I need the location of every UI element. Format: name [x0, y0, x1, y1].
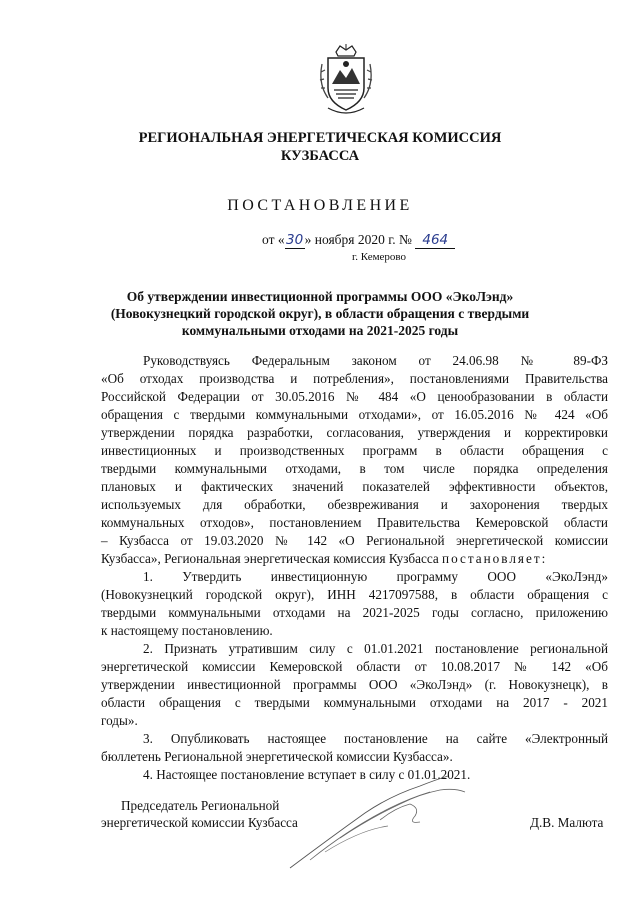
document-type-heading: ПОСТАНОВЛЕНИЕ: [227, 197, 413, 214]
body-line: 2. Признать утратившим силу с 01.01.2021 постановление региональной: [143, 641, 608, 656]
body-line: области обращения с твердыми коммунальными отходами на 2017 - 2021: [101, 695, 608, 710]
date-prefix: от «: [262, 232, 285, 247]
body-line: – Кузбасса от 19.03.2020 № 142 «О Региональной энергетической комиссии: [101, 533, 608, 548]
resolves-word: постановляет:: [442, 551, 548, 566]
body-line: 3. Опубликовать настоящее постановление на сайте «Электронный: [143, 731, 608, 746]
document-title-line: коммунальными отходами на 2021-2025 годы: [181, 323, 459, 338]
handwritten-number: 464: [415, 232, 455, 249]
handwritten-signature-icon: [270, 768, 470, 878]
signatory-position: энергетической комиссии Кузбасса: [101, 815, 298, 830]
body-line: годы».: [101, 713, 138, 728]
body-line: (Новокузнецкий городской округ), ИНН 4217097588, в области обращения с: [101, 587, 608, 602]
body-line: Российской Федерации от 30.05.2016 № 484 «О ценообразовании в области: [101, 389, 608, 404]
body-line: обращения с твердыми коммунальными отходами», от 16.05.2016 № 424 «Об: [101, 407, 608, 422]
body-line: бюллетень Региональной энергетической комиссии Кузбасса».: [101, 749, 453, 764]
body-line: твердыми коммунальными отходами на 2021-2025 годы согласно, приложению: [101, 605, 608, 620]
signatory-position: Председатель Региональной: [121, 798, 280, 813]
city: г. Кемерово: [352, 251, 407, 263]
body-line: 4. Настоящее постановление вступает в силу с 01.01.2021.: [143, 767, 471, 782]
body-line: «Об отходах производства и потребления», постановлениями Правительства: [101, 371, 608, 386]
body-line: к настоящему постановлению.: [101, 623, 273, 638]
handwritten-day: 30: [286, 232, 304, 248]
date-middle: » ноября 2020 г. №: [304, 232, 412, 247]
body-line: инвестиционных и производственных программ в области обращения с: [101, 443, 608, 458]
document-date-number: [262, 232, 455, 249]
organization-region: КУЗБАССА: [280, 148, 360, 164]
body-line: твердыми коммунальными отходами, в том числе порядка определения: [101, 461, 608, 476]
body-line: утверждении порядка разработки, согласования, утверждения и корректировки: [101, 425, 608, 440]
body-line-text: Кузбасса», Региональная энергетическая комиссия Кузбасса: [101, 551, 439, 566]
document-title-line: (Новокузнецкий городской округ), в области обращения с твердыми: [110, 306, 530, 321]
coat-of-arms-icon: [318, 44, 374, 118]
body-line: используемых для обработки, обезвреживания и захоронения твердых: [101, 497, 608, 512]
body-line: энергетической комиссии Кемеровской области от 10.08.2017 № 142 «Об: [101, 659, 608, 674]
signatory-name: Д.В. Малюта: [530, 815, 604, 830]
body-line: коммунальных отходов», постановлением Правительства Кемеровской области: [101, 515, 608, 530]
document-title-line: Об утверждении инвестиционной программы ООО «ЭкоЛэнд»: [126, 289, 514, 304]
body-line: 1. Утвердить инвестиционную программу ООО «ЭкоЛэнд»: [143, 569, 608, 584]
body-line: [101, 550, 608, 567]
body-line: Руководствуясь Федеральным законом от 24.06.98 № 89-ФЗ: [143, 353, 608, 368]
body-line: плановых и фактических значений показателей эффективности объектов,: [101, 479, 608, 494]
body-line: утверждении инвестиционной программы ООО «ЭкоЛэнд» (г. Новокузнецк), в: [101, 677, 608, 692]
organization-name: РЕГИОНАЛЬНАЯ ЭНЕРГЕТИЧЕСКАЯ КОМИССИЯ: [138, 130, 502, 146]
